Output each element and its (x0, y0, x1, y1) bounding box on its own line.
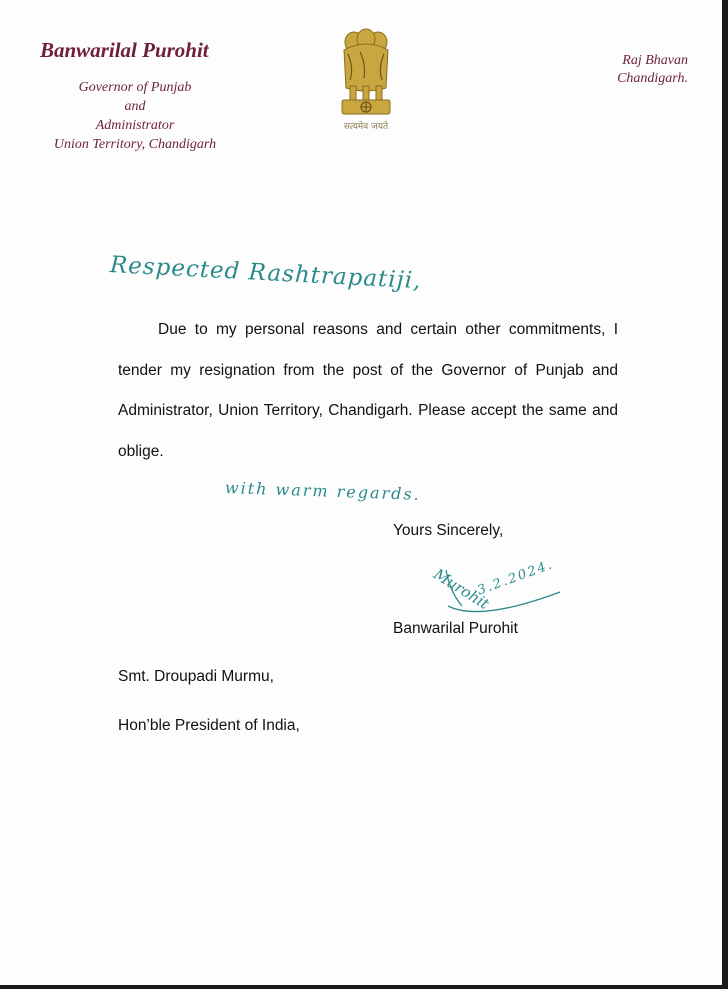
designation-line: Administrator (95, 118, 175, 133)
designation-line: and (124, 99, 146, 114)
sender-name: Banwarilal Purohit (40, 38, 209, 62)
body-paragraph: Due to my personal reasons and certain other commitments, I tender my resignation from the post of the Governor of Punjab and Administrator, Union Territory, Chandigarh. Please accept the same and oblige. (118, 321, 618, 460)
sender-address (617, 52, 688, 88)
typed-signatory-name: Banwarilal Purohit (393, 620, 518, 637)
handwritten-closing: with warm regards. (224, 478, 422, 504)
addressee-name: Smt. Droupadi Murmu, (118, 668, 274, 685)
address-line: Raj Bhavan (622, 53, 688, 68)
addressee-title: Hon’ble President of India, (118, 717, 300, 734)
letter-body (118, 310, 618, 472)
emblem-motto: सत्यमेव जयते (343, 122, 389, 132)
yours-sincerely: Yours Sincerely, (393, 522, 504, 539)
sender-designation (40, 78, 230, 154)
designation-line: Governor of Punjab (78, 80, 192, 95)
handwritten-salutation: Respected Rashtrapatiji, (109, 252, 423, 295)
address-line: Chandigarh. (617, 71, 688, 86)
handwritten-date: 3.2.2024. (475, 557, 556, 599)
designation-line: Union Territory, Chandigarh (53, 137, 217, 152)
handwritten-signature: Murohit (430, 565, 493, 613)
